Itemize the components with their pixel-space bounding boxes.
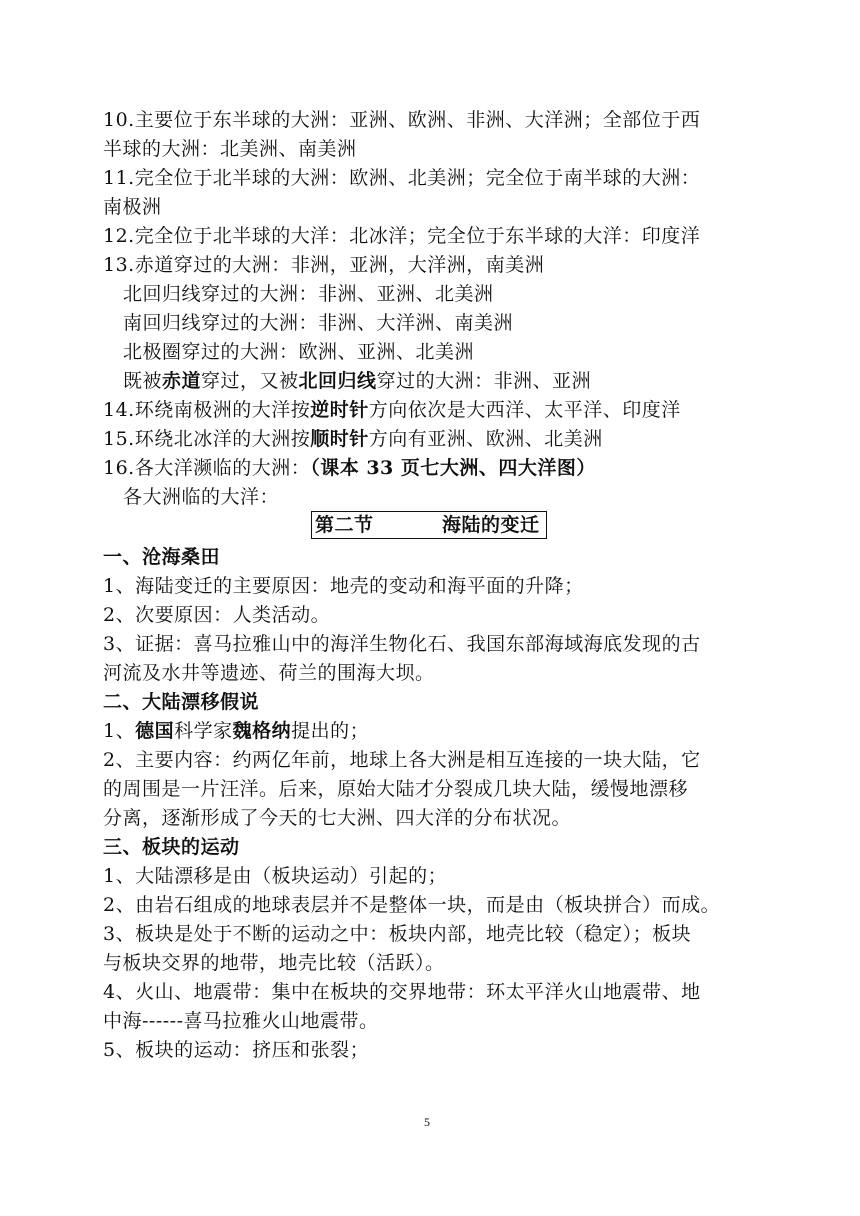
list-item-15	[103, 427, 603, 451]
section-name: 海陆的变迁	[442, 514, 540, 536]
emphasis-equator: 赤道	[162, 370, 202, 392]
list-item-16-oceans: 各大洲临的大洋：	[123, 486, 280, 508]
paragraph-3-5: 5、板块的运动：挤压和张裂；	[103, 1039, 370, 1061]
list-item-11-line2: 南极洲	[103, 196, 162, 218]
paragraph-3-3-line2: 与板块交界的地带，地壳比较（活跃）。	[103, 952, 445, 974]
list-item-13-tropic-capricorn: 南回归线穿过的大洲：非洲、大洋洲、南美洲	[123, 312, 514, 334]
text-run: 提出的；	[291, 720, 370, 742]
text-run: 穿过的大洲：非洲、亚洲	[376, 370, 592, 392]
paragraph-2-2-line2: 的周围是一片汪洋。后来，原始大陆才分裂成几块大陆，缓慢地漂移	[103, 778, 689, 800]
text-run: 1、	[103, 720, 136, 742]
paragraph-2-1	[103, 719, 369, 743]
textbook-reference: （课本 33 页七大洲、四大洋图）	[310, 457, 596, 479]
paragraph-3-2: 2、由岩石组成的地球表层并不是整体一块，而是由（板块拼合）而成。	[103, 894, 721, 916]
paragraph-1-2: 2、次要原因：人类活动。	[103, 604, 331, 626]
text-run: 方向依次是大西洋、太平洋、印度洋	[368, 399, 681, 421]
emphasis-counterclockwise: 逆时针	[310, 399, 369, 421]
list-item-11-line1: 11.完全位于北半球的大洲：欧洲、北美洲；完全位于南半球的大洲：	[103, 167, 701, 189]
list-item-10-line2: 半球的大洲：北美洲、南美洲	[103, 138, 357, 160]
emphasis-tropic: 北回归线	[298, 370, 377, 392]
list-item-13-arctic-circle: 北极圈穿过的大洲：欧洲、亚洲、北美洲	[123, 341, 475, 363]
emphasis-wegener: 魏格纳	[232, 720, 292, 742]
paragraph-1-1: 1、海陆变迁的主要原因：地壳的变动和海平面的升降；	[103, 575, 584, 597]
text-run: 16.各大洋濒临的大洲：	[103, 457, 311, 479]
text-run: 14.环绕南极洲的大洋按	[103, 399, 311, 421]
paragraph-3-4-line2: 中海------喜马拉雅火山地震带。	[103, 1010, 379, 1032]
list-item-14	[103, 398, 681, 422]
list-item-13-both	[123, 369, 591, 393]
emphasis-clockwise: 顺时针	[310, 428, 369, 450]
list-item-13: 13.赤道穿过的大洲：非洲，亚洲，大洋洲，南美洲	[103, 254, 545, 276]
list-item-12: 12.完全位于北半球的大洋：北冰洋；完全位于东半球的大洋：印度洋	[103, 225, 701, 247]
paragraph-1-3-line1: 3、证据：喜马拉雅山中的海洋生物化石、我国东部海域海底发现的古	[103, 633, 701, 655]
list-item-10-line1: 10.主要位于东半球的大洲：亚洲、欧洲、非洲、大洋洲；全部位于西	[103, 109, 701, 131]
paragraph-3-3-line1: 3、板块是处于不断的运动之中：板块内部，地壳比较（稳定）；板块	[103, 923, 692, 945]
paragraph-3-1: 1、大陆漂移是由（板块运动）引起的；	[103, 865, 448, 887]
paragraph-1-3-line2: 河流及水井等遗迹、荷兰的围海大坝。	[103, 662, 435, 684]
paragraph-2-2-line1: 2、主要内容：约两亿年前，地球上各大洲是相互连接的一块大陆，它	[103, 749, 701, 771]
text-run: 穿过，又被	[201, 370, 299, 392]
heading-part3: 三、板块的运动	[103, 836, 240, 858]
emphasis-germany: 德国	[135, 720, 175, 742]
list-item-13-tropic-cancer: 北回归线穿过的大洲：非洲、亚洲、北美洲	[123, 283, 494, 305]
heading-part2: 二、大陆漂移假说	[103, 691, 260, 713]
text-run: 既被	[123, 370, 163, 392]
paragraph-2-2-line3: 分离，逐渐形成了今天的七大洲、四大洋的分布状况。	[103, 807, 572, 829]
list-item-16	[103, 456, 596, 480]
text-run: 方向有亚洲、欧洲、北美洲	[368, 428, 603, 450]
section-number: 第二节	[315, 514, 374, 536]
text-run: 15.环绕北冰洋的大洲按	[103, 428, 311, 450]
heading-part1: 一、沧海桑田	[103, 546, 221, 568]
paragraph-3-4-line1: 4、火山、地震带：集中在板块的交界地带：环太平洋火山地震带、地	[103, 981, 701, 1003]
text-run: 科学家	[174, 720, 233, 742]
section-title-box	[311, 511, 547, 539]
page-number: 5	[424, 1115, 431, 1129]
